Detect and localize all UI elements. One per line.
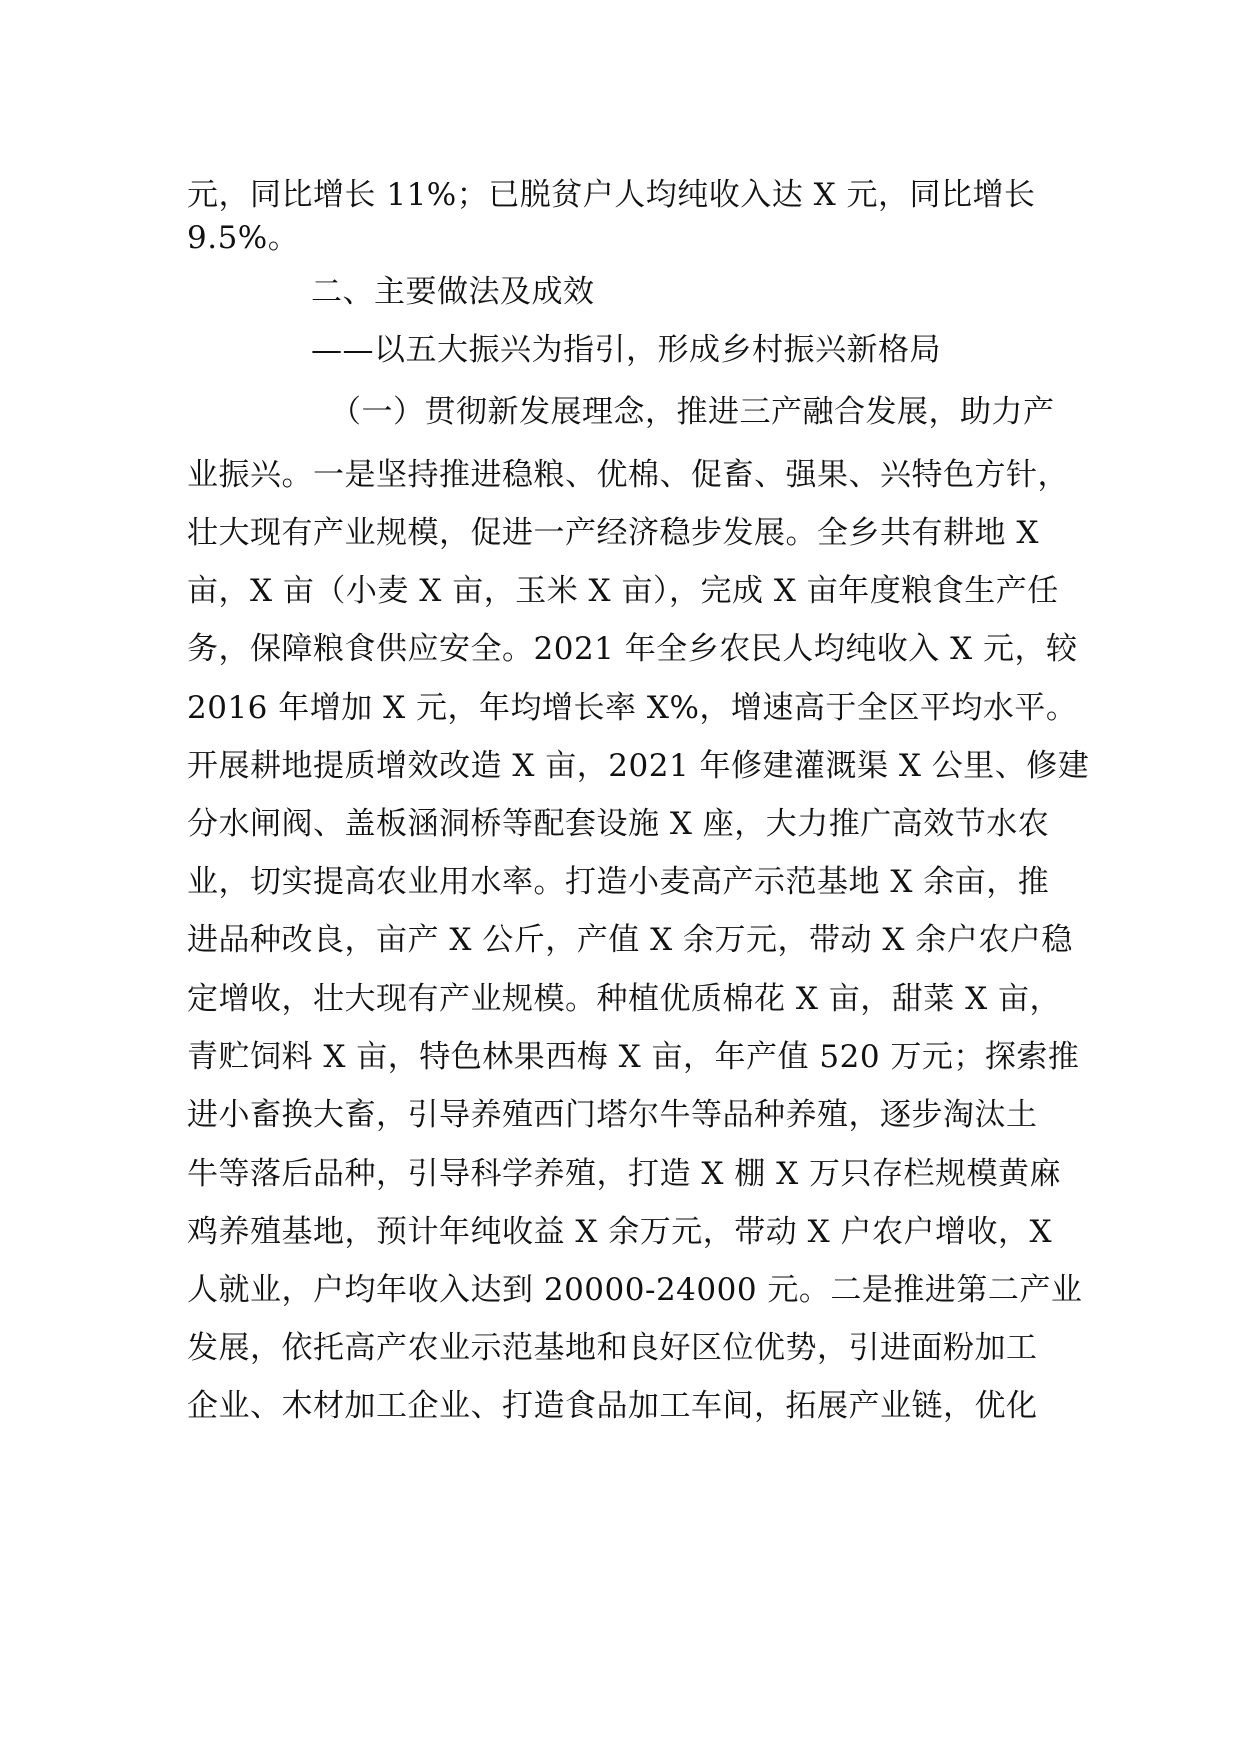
paragraph-line: 青贮饲料 X 亩，特色林果西梅 X 亩，年产值 520 万元；探索推 <box>187 1039 1080 1075</box>
paragraph-line: 人就业，户均年收入达到 20000-24000 元。二是推进第二产业 <box>187 1272 1083 1308</box>
paragraph-line: 2016 年增加 X 元，年均增长率 X%，增速高于全区平均水平。 <box>187 690 1078 726</box>
paragraph-line: 开展耕地提质增效改造 X 亩，2021 年修建灌溉渠 X 公里、修建 <box>187 748 1090 784</box>
paragraph-line: 进品种改良，亩产 X 公斤，产值 X 余万元，带动 X 余户农户稳 <box>187 922 1073 958</box>
paragraph-line: 牛等落后品种，引导科学养殖，打造 X 棚 X 万只存栏规模黄麻 <box>187 1156 1062 1192</box>
paragraph-line: 业振兴。一是坚持推进稳粮、优棉、促畜、强果、兴特色方针， <box>187 457 1069 493</box>
paragraph-line: 分水闸阀、盖板涵洞桥等配套设施 X 座，大力推广高效节水农 <box>187 806 1050 842</box>
section-subtitle: ——以五大振兴为指引，形成乡村振兴新格局 <box>311 332 941 368</box>
paragraph-line: 亩，X 亩（小麦 X 亩，玉米 X 亩），完成 X 亩年度粮食生产任 <box>187 573 1059 609</box>
subsection-heading-line: （一）贯彻新发展理念，推进三产融合发展，助力产 <box>330 394 1055 430</box>
paragraph-line: 业，切实提高农业用水率。打造小麦高产示范基地 X 余亩，推 <box>187 864 1050 900</box>
paragraph-line: 9.5%。 <box>187 220 300 256</box>
section-heading: 二、主要做法及成效 <box>311 274 595 310</box>
paragraph-line: 壮大现有产业规模，促进一产经济稳步发展。全乡共有耕地 X <box>187 515 1039 551</box>
paragraph-line: 定增收，壮大现有产业规模。种植优质棉花 X 亩，甜菜 X 亩， <box>187 981 1062 1017</box>
paragraph-line: 元，同比增长 11%；已脱贫户人均纯收入达 X 元，同比增长 <box>187 177 1036 213</box>
paragraph-line: 进小畜换大畜，引导养殖西门塔尔牛等品种养殖，逐步淘汰土 <box>187 1097 1038 1133</box>
paragraph-line: 务，保障粮食供应安全。2021 年全乡农民人均纯收入 X 元，较 <box>187 631 1078 667</box>
paragraph-line: 鸡养殖基地，预计年纯收益 X 余万元，带动 X 户农户增收，X <box>187 1214 1053 1250</box>
paragraph-line: 发展，依托高产农业示范基地和良好区位优势，引进面粉加工 <box>187 1330 1038 1366</box>
paragraph-line: 企业、木材加工企业、打造食品加工车间，拓展产业链，优化 <box>187 1388 1038 1424</box>
